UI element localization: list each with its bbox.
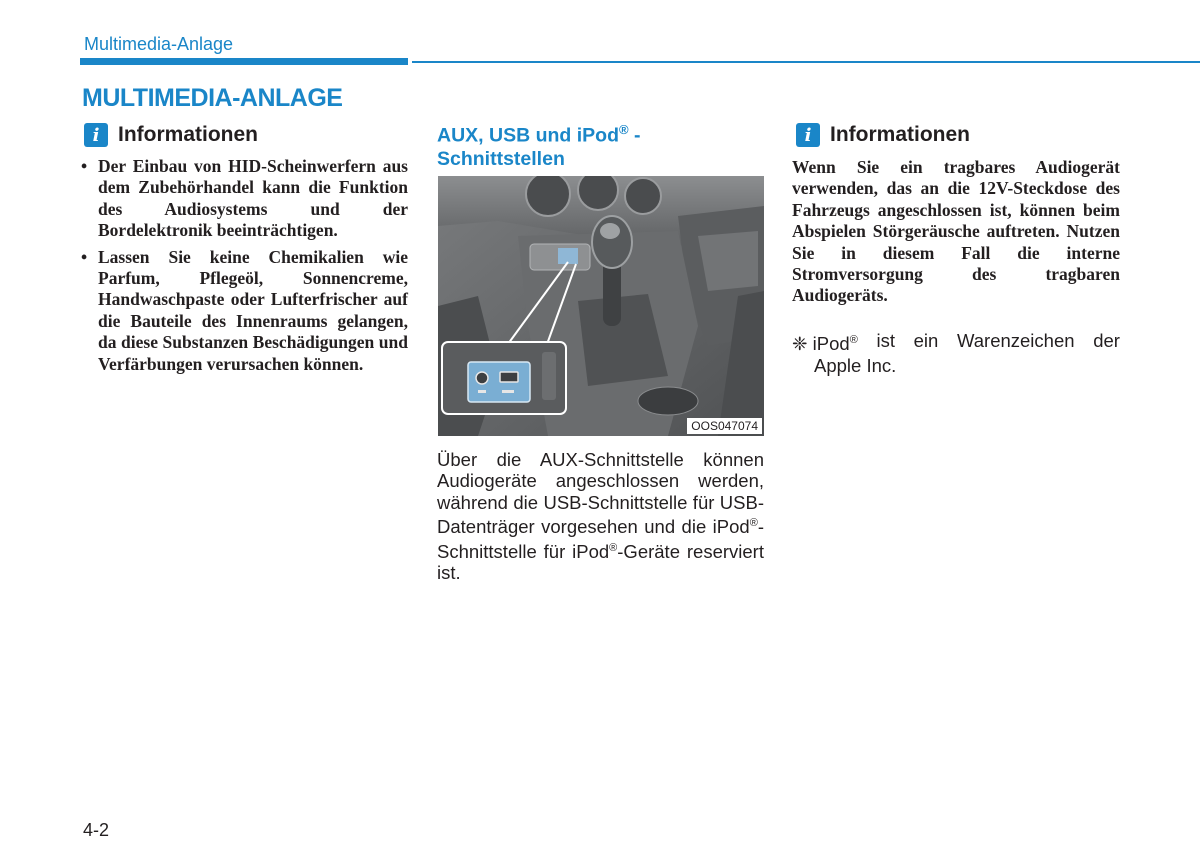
car-console-illustration xyxy=(438,176,764,436)
info-heading-left xyxy=(84,123,258,147)
page-number: 4-2 xyxy=(83,820,110,840)
subsection-title: AUX, USB und iPod® - Schnittstellen xyxy=(437,122,641,170)
info-title: Informationen xyxy=(830,123,970,146)
info-icon: i xyxy=(84,123,108,147)
header-rule-thick xyxy=(80,58,408,65)
usb-port-icon xyxy=(500,372,518,382)
info-text-power-supply: Wenn Sie ein tragbares Audiogerät verwenden, das an die 12V-Steckdose des Fahrzeugs angeschlossen ist, können beim Abspielen Störgeräusche auftreten. Nutzen Sie in diesem Fall die interne Stromversorgung des tragbaren Audiogeräts. xyxy=(792,157,1120,306)
info-title: Informationen xyxy=(118,123,258,146)
note-symbol: ❈ xyxy=(792,333,808,355)
header-rule-thin xyxy=(412,61,1200,63)
info-bullet-list xyxy=(80,156,408,380)
list-item: • Lassen Sie keine Chemikalien wie Parfum, Pflegeöl, Sonnencreme, Handwaschpaste oder Lufterfrischer auf die Bauteile des Innenraums gelangen, da diese Substanzen Beschädigungen und Verfärbungen verursachen können. xyxy=(80,247,408,375)
info-icon: i xyxy=(796,123,820,147)
list-item: • Der Einbau von HID-Scheinwerfern aus dem Zubehörhandel kann die Funktion des Audiosystems und der Bordelektronik beeinträchtigen. xyxy=(80,156,408,242)
info-heading-right xyxy=(796,123,970,147)
section-title: MULTIMEDIA-ANLAGE xyxy=(82,84,343,112)
aux-usb-description: Über die AUX-Schnittstelle können Audiogeräte angeschlossen werden, während die USB-Schnittstelle für USB-Datenträger vorgesehen und die iPod®-Schnittstelle für iPod®-Geräte reserviert ist. xyxy=(437,449,764,584)
console-ports-figure xyxy=(438,176,764,436)
running-header: Multimedia-Anlage xyxy=(84,34,234,54)
trademark-note: ❈ iPod® ist ein Warenzeichen der Apple Inc. xyxy=(792,330,1120,376)
figure-code: OOS047074 xyxy=(687,418,762,434)
aux-port-icon xyxy=(476,372,488,384)
